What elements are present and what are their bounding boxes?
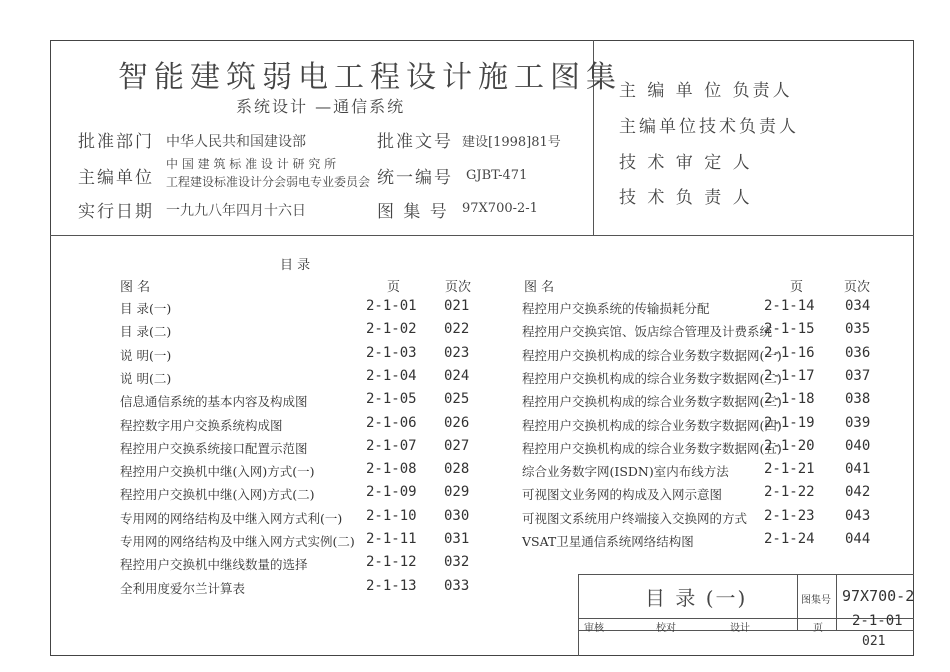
sheet-title: 目 录 (一) xyxy=(645,586,748,610)
toc-entry-seq: 041 xyxy=(845,461,871,478)
design-label: 设计 xyxy=(730,623,750,634)
editor-unit-label: 主编单位 xyxy=(78,168,154,188)
toc-entry-page: 2-1-02 xyxy=(366,321,417,338)
toc-entry-seq: 037 xyxy=(845,367,871,384)
toc-entry-seq: 035 xyxy=(845,321,871,338)
toc-entry-seq: 027 xyxy=(444,437,470,454)
unified-code-value: GJBT-471 xyxy=(466,168,528,183)
toc-entry-seq: 021 xyxy=(444,298,470,314)
responsible-tech-lead: 技 术 负 责 人 xyxy=(619,188,753,208)
toc-entry-title: 综合业务数字网(ISDN)室内布线方法 xyxy=(522,464,729,480)
header-divider xyxy=(50,235,914,236)
toc-entry-title: 目 录(二) xyxy=(120,324,172,340)
titleblock-left-line xyxy=(578,574,579,656)
toc-heading: 目 录 xyxy=(280,258,311,273)
toc-entry-title: 程控数字用户交换系统构成图 xyxy=(120,417,283,433)
toc-entry-page: 2-1-24 xyxy=(764,531,815,547)
toc-entry-title: 程控用户交换机中继线数量的选择 xyxy=(120,557,308,573)
editor-unit-line2: 工程建设标准设计分会弱电专业委员会 xyxy=(166,175,371,189)
toc-entry-seq: 036 xyxy=(845,344,871,361)
toc-entry-seq: 039 xyxy=(845,414,871,431)
toc-entry-page: 2-1-05 xyxy=(366,391,417,408)
toc-entry-page: 2-1-20 xyxy=(764,437,815,454)
toc-entry-page: 2-1-01 xyxy=(366,298,417,314)
toc-entry-page: 2-1-14 xyxy=(764,298,815,314)
page-label: 页 xyxy=(813,623,823,634)
toc-entry-seq: 033 xyxy=(444,577,470,594)
toc-entry-page: 2-1-13 xyxy=(366,577,417,594)
toc-entry-seq: 026 xyxy=(444,414,470,431)
toc-entry-title: 说 明(一) xyxy=(120,347,172,363)
page-value: 2-1-01 xyxy=(852,613,903,629)
toc-entry-title: 可视图文业务网的构成及入网示意图 xyxy=(522,487,723,503)
toc-entry-title: 目 录(一) xyxy=(120,301,172,316)
responsible-tech-reviewer: 技 术 审 定 人 xyxy=(619,153,753,173)
toc-entry-seq: 022 xyxy=(444,321,470,338)
toc-entry-page: 2-1-18 xyxy=(764,391,815,408)
toc-entry-title: 专用网的网络结构及中继入网方式实例(二) xyxy=(120,534,355,549)
atlas-no-label: 图集号 xyxy=(801,595,831,606)
atlas-subtitle: 系统设计 —通信系统 xyxy=(236,97,406,116)
effective-date-value: 一九九八年四月十六日 xyxy=(166,203,306,219)
toc-entry-page: 2-1-11 xyxy=(366,531,417,547)
toc-entry-title: 程控用户交换机构成的综合业务数字数据网(四) xyxy=(522,417,782,433)
toc-entry-page: 2-1-16 xyxy=(764,344,815,361)
right-col-name-header: 图 名 xyxy=(524,280,555,295)
titleblock-divider xyxy=(797,574,798,630)
atlas-title: 智能建筑弱电工程设计施工图集 xyxy=(118,60,622,95)
toc-entry-title: 程控用户交换机构成的综合业务数字数据网(五) xyxy=(522,440,782,456)
toc-entry-page: 2-1-08 xyxy=(366,461,417,478)
toc-entry-title: 程控用户交换机中继(入网)方式(一) xyxy=(120,464,315,480)
toc-entry-page: 2-1-07 xyxy=(366,437,417,454)
toc-entry-title: VSAT卫星通信系统网络结构图 xyxy=(522,534,694,549)
approval-dept-label: 批准部门 xyxy=(78,132,154,152)
toc-entry-seq: 040 xyxy=(845,437,871,454)
toc-entry-page: 2-1-21 xyxy=(764,461,815,478)
toc-entry-title: 信息通信系统的基本内容及构成图 xyxy=(120,394,308,410)
atlas-number-label: 图 集 号 xyxy=(377,202,449,222)
toc-entry-seq: 031 xyxy=(444,531,470,547)
approval-doc-value: 建设[1998]81号 xyxy=(462,135,561,150)
toc-entry-page: 2-1-10 xyxy=(366,507,417,524)
review-label: 审核 xyxy=(584,623,604,634)
toc-entry-seq: 032 xyxy=(444,554,470,571)
atlas-no-value: 97X700-2 xyxy=(842,587,915,605)
toc-entry-title: 程控用户交换宾馆、饭店综合管理及计费系统 xyxy=(522,324,773,340)
right-col-page-header: 页 xyxy=(790,280,804,295)
responsible-tech-editor: 主编单位技术负责人 xyxy=(619,117,799,137)
toc-entry-page: 2-1-03 xyxy=(366,344,417,361)
toc-entry-seq: 043 xyxy=(845,507,871,524)
toc-entry-page: 2-1-17 xyxy=(764,367,815,384)
titleblock-divider-2 xyxy=(836,574,837,630)
toc-entry-seq: 023 xyxy=(444,344,470,361)
toc-entry-page: 2-1-09 xyxy=(366,484,417,501)
left-col-seq-header: 页次 xyxy=(445,280,472,295)
titleblock-top-line xyxy=(578,574,914,575)
approval-dept-value: 中华人民共和国建设部 xyxy=(166,134,306,150)
toc-entry-seq: 030 xyxy=(444,507,470,524)
toc-entry-seq: 044 xyxy=(845,531,871,547)
left-col-page-header: 页 xyxy=(387,280,401,295)
atlas-number-value: 97X700-2-1 xyxy=(462,201,538,216)
toc-entry-title: 程控用户交换系统的传输损耗分配 xyxy=(522,301,710,316)
toc-entry-page: 2-1-22 xyxy=(764,484,815,501)
toc-entry-page: 2-1-23 xyxy=(764,507,815,524)
right-col-seq-header: 页次 xyxy=(844,280,871,295)
toc-entry-seq: 028 xyxy=(444,461,470,478)
toc-entry-seq: 042 xyxy=(845,484,871,501)
sheet-seq: 021 xyxy=(862,634,886,649)
toc-entry-seq: 025 xyxy=(444,391,470,408)
toc-entry-title: 程控用户交换机构成的综合业务数字数据网(三) xyxy=(522,394,782,410)
effective-date-label: 实行日期 xyxy=(78,202,154,222)
editor-unit-line1: 中 国 建 筑 标 准 设 计 研 究 所 xyxy=(166,157,337,171)
check-label: 校对 xyxy=(656,623,676,634)
toc-entry-title: 可视图文系统用户终端接入交换网的方式 xyxy=(522,510,748,526)
toc-entry-title: 程控用户交换系统接口配置示范图 xyxy=(120,440,308,456)
toc-entry-seq: 029 xyxy=(444,484,470,501)
toc-entry-seq: 034 xyxy=(845,298,871,314)
toc-entry-page: 2-1-19 xyxy=(764,414,815,431)
toc-entry-seq: 038 xyxy=(845,391,871,408)
unified-code-label: 统一编号 xyxy=(377,168,453,188)
toc-entry-title: 全利用度爱尔兰计算表 xyxy=(120,580,246,596)
toc-entry-page: 2-1-12 xyxy=(366,554,417,571)
toc-entry-title: 说 明(二) xyxy=(120,370,172,386)
toc-entry-seq: 024 xyxy=(444,367,470,384)
toc-entry-title: 程控用户交换机中继(入网)方式(二) xyxy=(120,487,315,503)
toc-entry-title: 专用网的网络结构及中继入网方式利(一) xyxy=(120,510,343,526)
toc-entry-title: 程控用户交换机构成的综合业务数字数据网(二) xyxy=(522,370,782,386)
toc-entry-page: 2-1-04 xyxy=(366,367,417,384)
left-col-name-header: 图 名 xyxy=(120,280,151,295)
approval-doc-label: 批准文号 xyxy=(377,132,453,152)
toc-entry-page: 2-1-06 xyxy=(366,414,417,431)
toc-entry-page: 2-1-15 xyxy=(764,321,815,338)
responsible-editor-unit: 主 编 单 位 负责人 xyxy=(619,81,793,101)
toc-entry-title: 程控用户交换机构成的综合业务数字数据网(一) xyxy=(522,347,782,363)
